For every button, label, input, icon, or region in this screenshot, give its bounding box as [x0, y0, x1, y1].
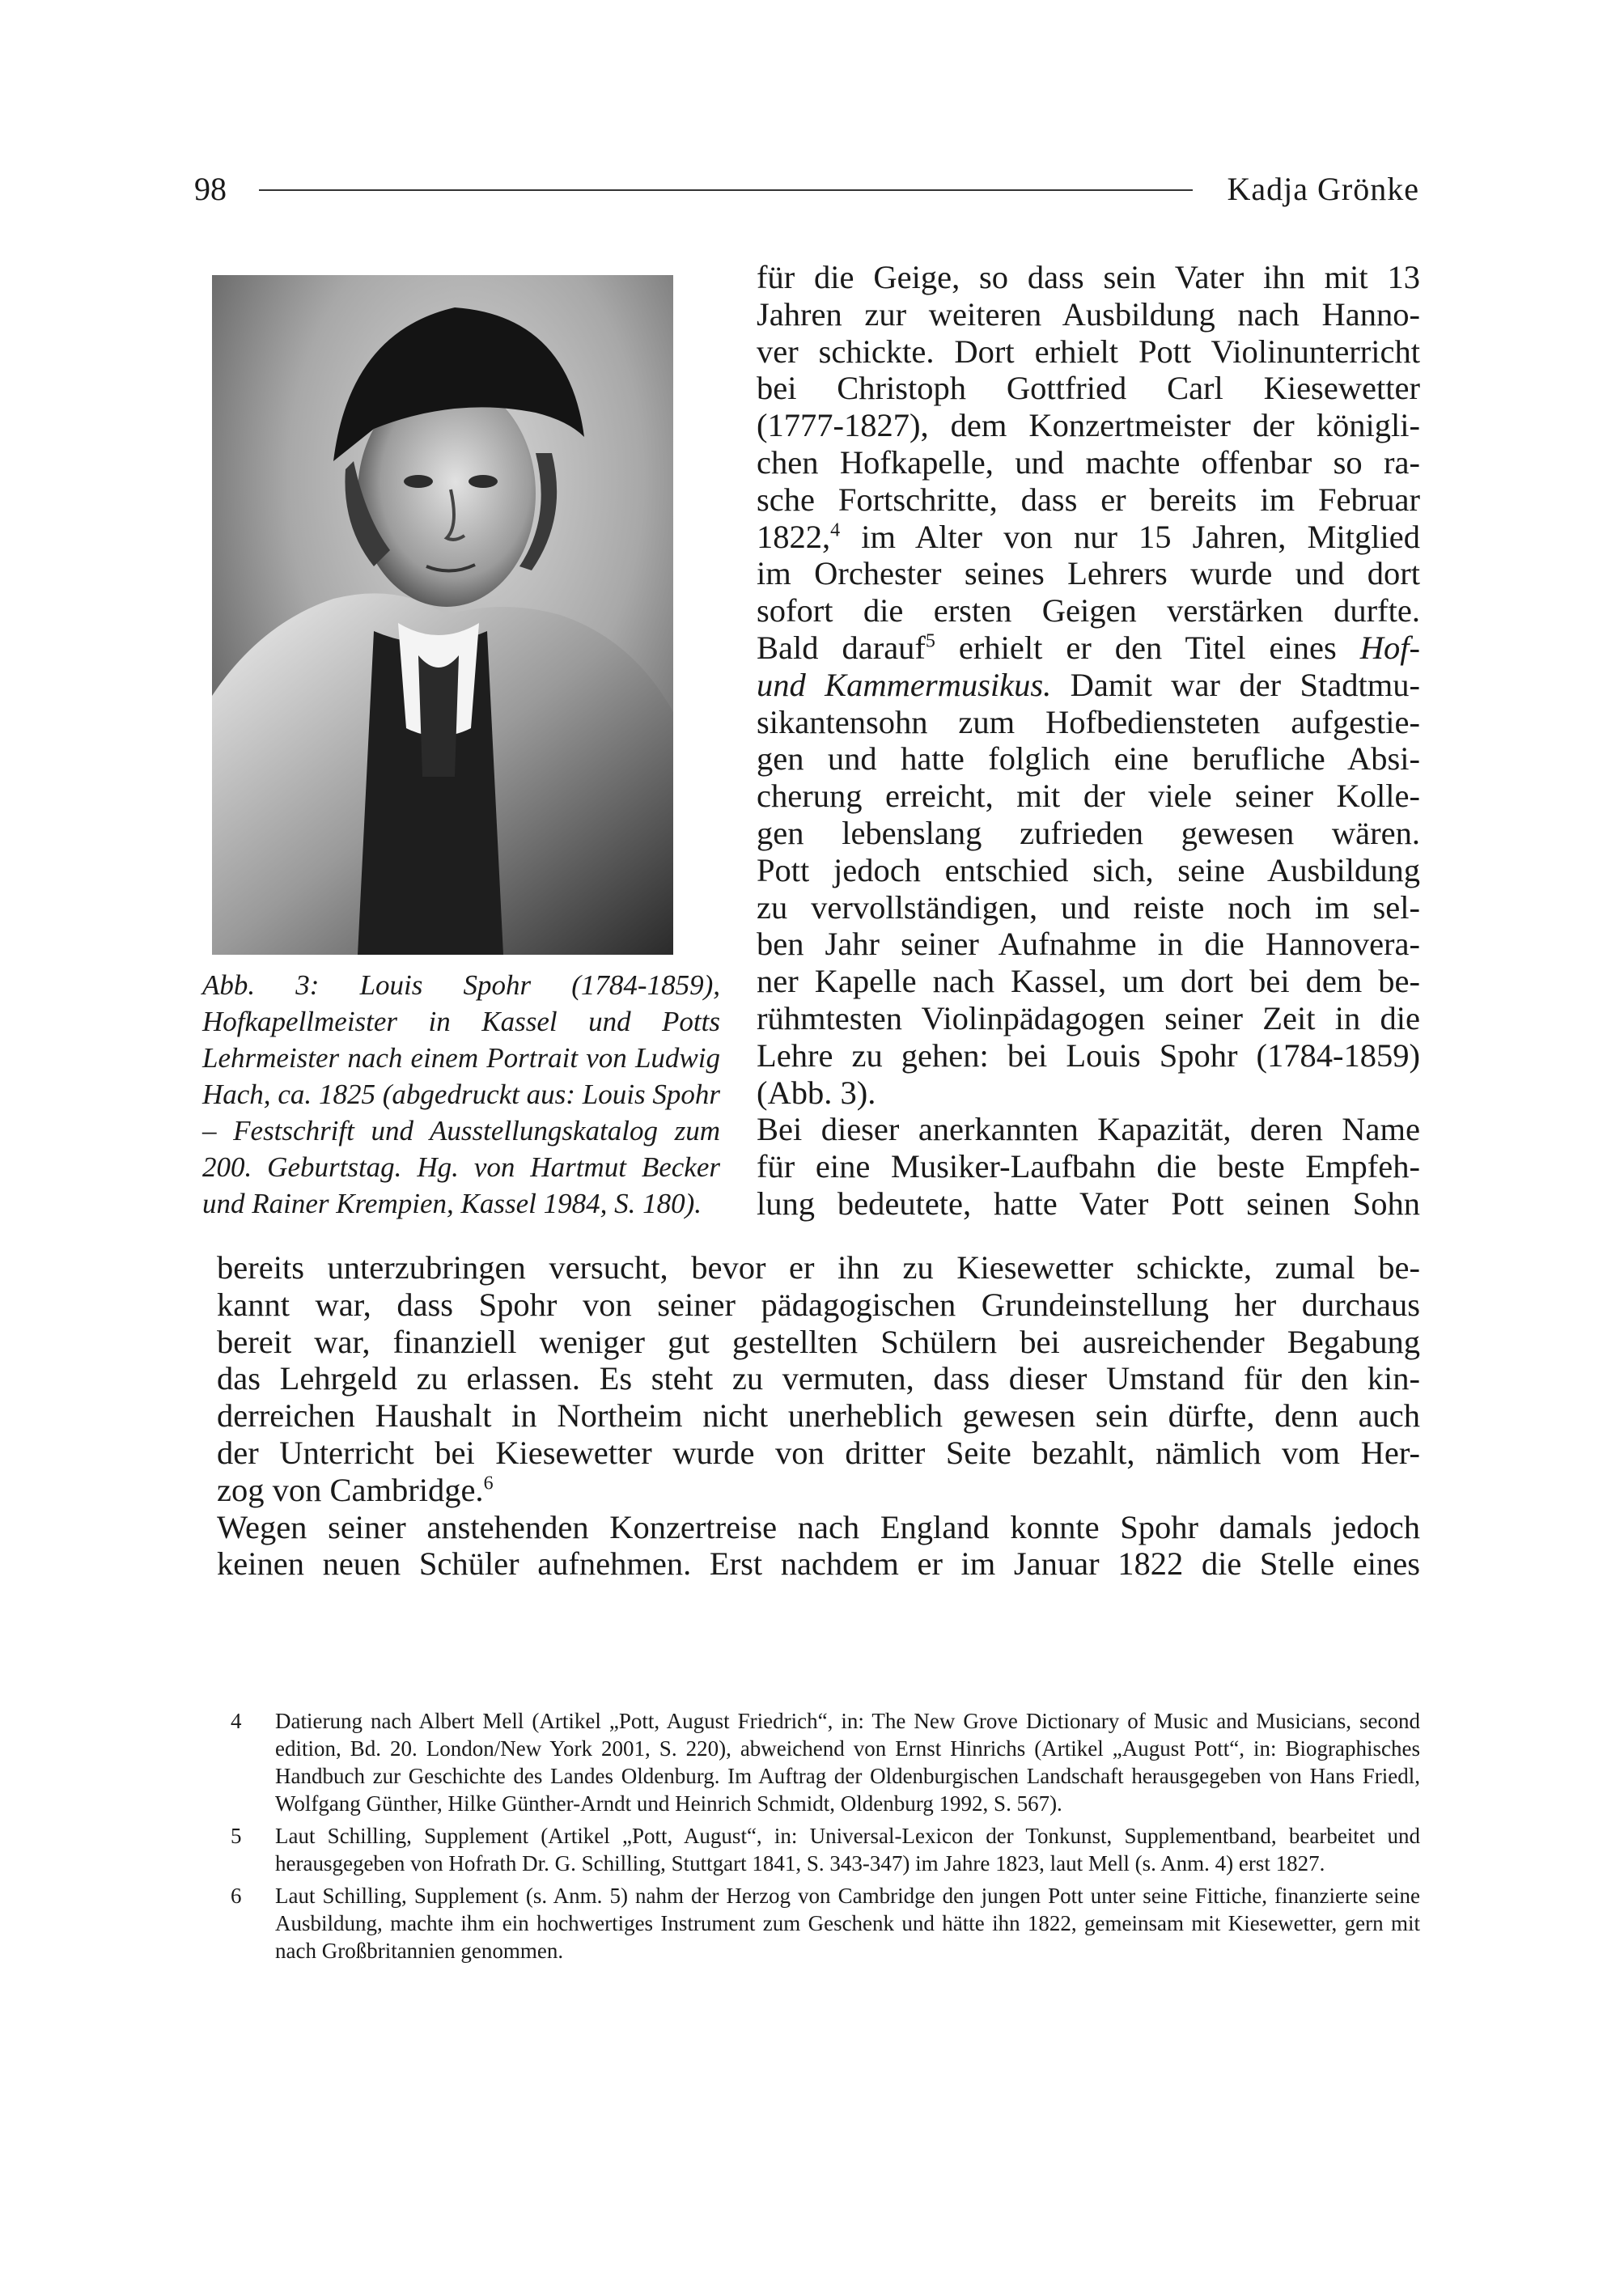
text-line: cherung erreicht, mit der viele seiner Kolle-	[757, 778, 1420, 815]
running-header	[194, 165, 1419, 214]
text-line: das Lehrgeld zu erlassen. Es steht zu vermuten, dass dieser Umstand für den kin-	[217, 1360, 1420, 1397]
running-author: Kadja Grönke	[1227, 171, 1419, 207]
footnote-6	[231, 1882, 1420, 1965]
text-fragment: Bald darauf	[757, 629, 926, 666]
text-line: (Abb. 3).	[757, 1074, 876, 1111]
footnote-5	[231, 1822, 1420, 1877]
text-line: der Unterricht bei Kiesewetter wurde von dritter Seite bezahlt, nämlich vom Her-	[217, 1434, 1420, 1471]
text-line: im Orchester seines Lehrers wurde und dort	[757, 555, 1420, 592]
text-line: Lehre zu gehen: bei Louis Spohr (1784-1859)	[757, 1036, 1420, 1074]
page-number: 98	[194, 171, 227, 207]
text-line: sofort die ersten Geigen verstärken durfte.	[757, 592, 1420, 629]
text-line: sche Fortschritte, dass er bereits im Februar	[757, 481, 1420, 518]
footnotes	[231, 1707, 1420, 1969]
text-line: ver schickte. Dort erhielt Pott Violinunterricht	[757, 333, 1420, 370]
text-line: zu vervollständigen, und reiste noch im sel-	[757, 888, 1420, 926]
text-line: ben Jahr seiner Aufnahme in die Hannovera-	[757, 926, 1420, 963]
footnote-ref-5[interactable]: 5	[925, 630, 935, 652]
text-line: für eine Musiker-Laufbahn die beste Empfeh-	[757, 1148, 1420, 1185]
column-paragraph	[757, 259, 1420, 1223]
text-line: bereit war, finanziell weniger gut gestellten Schülern bei ausreichender Begabung	[217, 1323, 1420, 1360]
footnote-ref-4[interactable]: 4	[830, 519, 841, 541]
text-fragment: im Alter von nur 15 Jahren, Mitglied	[861, 518, 1421, 555]
text-line: bei Christoph Gottfried Carl Kiesewetter	[757, 370, 1420, 407]
text-line	[217, 1472, 1420, 1509]
footnote-text: Laut Schilling, Supplement (s. Anm. 5) nahm der Herzog von Cambridge den jungen Pott unter seine Fittiche, finanzierte seine Ausbildung, machte ihm ein hochwertiges Instrument zum Geschenk und hätte ihn 1822, gemeinsam mit Kiesewetter, gern mit nach Großbritannien genommen.	[275, 1884, 1420, 1963]
text-line: Wegen seiner anstehenden Konzertreise nach England konnte Spohr damals jedoch	[217, 1508, 1420, 1545]
portrait-figure	[212, 275, 673, 955]
portrait-image	[212, 275, 673, 955]
text-line: Bei dieser anerkannten Kapazität, deren Name	[757, 1111, 1420, 1148]
footnote-text: Laut Schilling, Supplement (Artikel „Pott, August“, in: Universal-Lexicon der Tonkunst, Supplementband, bearbeitet und herausgegeben von Hofrath Dr. G. Schilling, Stuttgart 1841, S. 343-347) im Jahre 1823, laut Mell (s. Anm. 4) erst 1827.	[275, 1824, 1420, 1876]
text-line	[757, 629, 1420, 667]
text-line: (1777-1827), dem Konzertmeister der königli-	[757, 407, 1420, 444]
footnote-number: 6	[231, 1884, 242, 1908]
text-line: für die Geige, so dass sein Vater ihn mit 13	[757, 259, 1420, 295]
text-line: keinen neuen Schüler aufnehmen. Erst nachdem er im Januar 1822 die Stelle eines	[217, 1545, 1420, 1583]
italic-fragment: Hof-	[1359, 629, 1421, 666]
text-line: gen lebenslang zufrieden gewesen wären.	[757, 814, 1420, 851]
text-line: chen Hofkapelle, und machte offenbar so ra-	[757, 443, 1420, 481]
footnote-number: 5	[231, 1824, 242, 1848]
full-width-paragraph	[217, 1249, 1420, 1583]
text-line: sikantensohn zum Hofbediensteten aufgestie-	[757, 703, 1420, 740]
footnote-number: 4	[231, 1709, 242, 1733]
text-line	[757, 667, 1420, 704]
italic-fragment: und Kammermusikus.	[757, 666, 1052, 703]
text-fragment: 1822,	[757, 518, 831, 555]
text-line	[757, 519, 1420, 556]
footnote-ref-6[interactable]: 6	[483, 1473, 494, 1494]
text-line: ner Kapelle nach Kassel, um dort bei dem be-	[757, 963, 1420, 1000]
text-fragment: erhielt er den Titel eines	[958, 629, 1337, 666]
text-line: gen und hatte folglich eine berufliche Absi-	[757, 740, 1420, 778]
text-line: derreichen Haushalt in Northeim nicht unerheblich gewesen sein dürfte, denn auch	[217, 1397, 1420, 1435]
footnote-text: Datierung nach Albert Mell (Artikel „Pott, August Friedrich“, in: The New Grove Dictionary of Music and Musicians, second edition, Bd. 20. London/New York 2001, S. 220), abweichend von Ernst Hinrichs (Artikel „August Pott“, in: Biographisches Handbuch zur Geschichte des Landes Oldenburg. Im Auftrag der Oldenburgischen Landschaft herausgegeben von Hans Friedl, Wolfgang Günther, Hilke Günther-Arndt und Heinrich Schmidt, Oldenburg 1992, S. 567).	[275, 1709, 1420, 1816]
footnote-4	[231, 1707, 1420, 1817]
text-line: bereits unterzubringen versucht, bevor er ihn zu Kiesewetter schickte, zumal be-	[217, 1249, 1420, 1286]
text-line: Jahren zur weiteren Ausbildung nach Hanno-	[757, 295, 1420, 333]
figure-caption: Abb. 3: Louis Spohr (1784-1859), Hofkapellmeister in Kassel und Potts Lehrmeister nach einem Portrait von Ludwig Hach, ca. 1825 (abgedruckt aus: Louis Spohr – Festschrift und Ausstellungskatalog zum 200. Geburtstag. Hg. von Hartmut Becker und Rainer Krempien, Kassel 1984, S. 180).	[202, 969, 720, 1219]
text-line: Pott jedoch entschied sich, seine Ausbildung	[757, 851, 1420, 888]
header-rule	[259, 189, 1193, 191]
text-line: rühmtesten Violinpädagogen seiner Zeit in die	[757, 999, 1420, 1036]
text-line: lung bedeutete, hatte Vater Pott seinen Sohn	[757, 1185, 1420, 1222]
text-fragment: Damit war der Stadtmu-	[1070, 666, 1420, 703]
text-fragment: zog von Cambridge.	[217, 1471, 484, 1508]
text-line: kannt war, dass Spohr von seiner pädagogischen Grundeinstellung her durchaus	[217, 1286, 1420, 1323]
